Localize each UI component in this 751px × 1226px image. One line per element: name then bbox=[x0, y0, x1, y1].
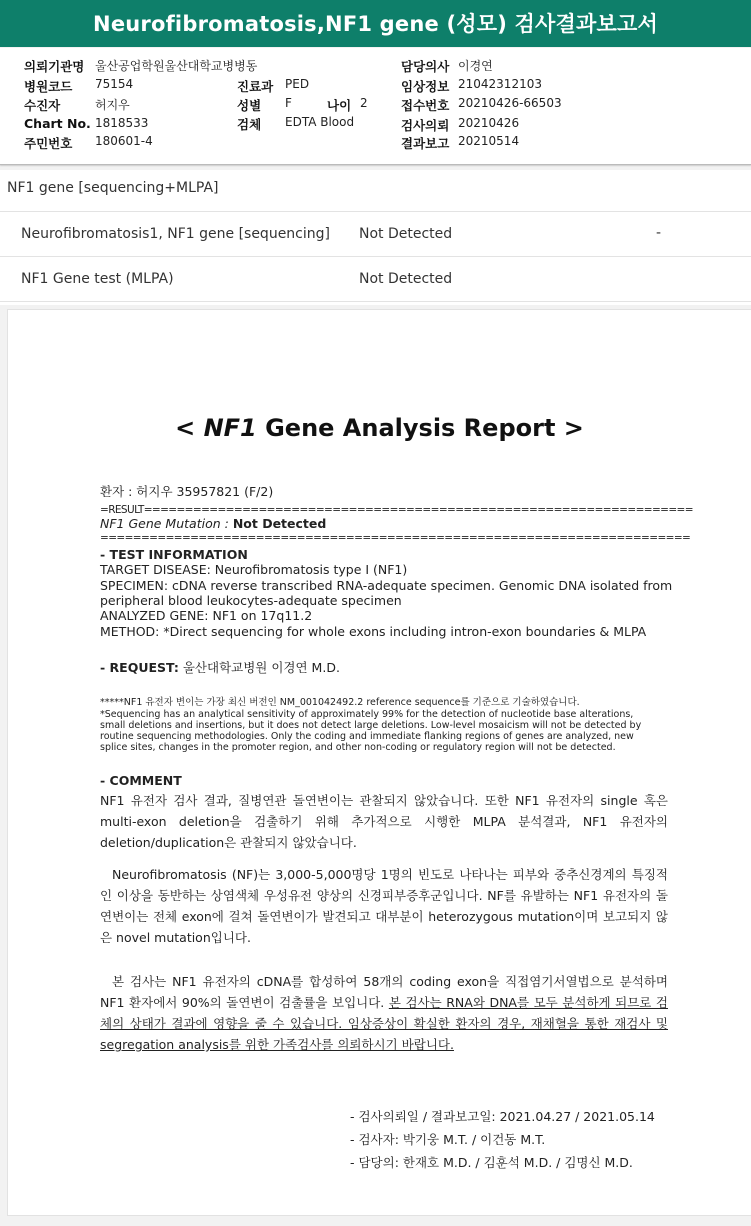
resident-no-value: 180601-4 bbox=[95, 134, 153, 148]
analyzed-gene: ANALYZED GENE: NF1 on 17q11.2 bbox=[100, 608, 313, 623]
resident-no-label: 주민번호 bbox=[24, 136, 73, 151]
hospital-code-value: 75154 bbox=[95, 77, 134, 91]
target-disease: TARGET DISEASE: Neurofibromatosis type I (NF1) bbox=[100, 562, 408, 577]
receipt-no-value: 20210426-66503 bbox=[458, 96, 562, 110]
note-line: *Sequencing has an analytical sensitivity of approximately 99% for the detection of nucleotide base alterations, bbox=[100, 709, 634, 720]
comment-paragraph-2: Neurofibromatosis (NF)는 3,000-5,000명당 1명의 빈도로 나타나는 피부와 중추신경계의 특징적인 이상을 동반하는 상염색체 우성유전 양상의 신경피부증후군입니다. NF를 유발하는 NF1 유전자의 돌연변이는 전체 exon에 걸쳐 돌연변이가 발견되고 대부분이 heterozygous mutation이며 보고되지 않은 novel mutation입니다. bbox=[100, 867, 668, 945]
sex-value: F bbox=[285, 96, 292, 110]
note-line: splice sites, changes in the promoter region, and other non-coding or regulatory region will not be detected. bbox=[100, 742, 616, 753]
report-header bbox=[0, 0, 751, 47]
age-label: 나이 bbox=[327, 98, 352, 113]
institution-value: 울산공업학원울산대학교병병동 bbox=[95, 59, 258, 73]
report-date-value: 20210514 bbox=[458, 134, 520, 148]
comment-p3-underlined: 본 검사는 RNA와 DNA를 모두 분석하게 되므로 검체의 상태가 결과에 영향을 줄 수 있습니다. 임상증상이 확실한 환자의 경우, 재채혈을 통한 재검사 및 segregation analysis를 위한 가족검사를 의뢰하시기 바랍니다. bbox=[100, 995, 668, 1052]
method: METHOD: *Direct sequencing for whole exons including intron-exon boundaries & MLPA bbox=[100, 624, 647, 639]
test-result: Not Detected bbox=[359, 271, 453, 287]
specimen-value: EDTA Blood bbox=[285, 115, 355, 129]
test-name: NF1 Gene test (MLPA) bbox=[21, 271, 174, 287]
patient-info-panel bbox=[0, 48, 751, 165]
age-value: 2 bbox=[360, 96, 368, 110]
test-group-row[interactable] bbox=[0, 170, 751, 212]
receipt-no-label: 접수번호 bbox=[401, 98, 450, 113]
result-separator: =RESULT=================================================================== bbox=[100, 504, 693, 516]
note-line: small deletions and insertions, but it does not detect large deletions. Low-level mosaicism will not be detected by bbox=[100, 720, 642, 731]
test-result: Not Detected bbox=[359, 226, 453, 242]
note-line: routine sequencing methodologies. Only the coding and immediate flanking regions of genes are analyzed, new bbox=[100, 731, 634, 742]
patient-label: 수진자 bbox=[24, 98, 61, 113]
request-date-value: 20210426 bbox=[458, 116, 520, 130]
report-title: Neurofibromatosis,NF1 gene (성모) 검사결과보고서 bbox=[93, 12, 658, 36]
request-line bbox=[100, 658, 340, 676]
mutation-prefix: NF1 Gene Mutation : bbox=[100, 516, 233, 531]
report-document bbox=[7, 309, 751, 1216]
test-row[interactable] bbox=[0, 257, 751, 302]
comment-paragraph-3 bbox=[100, 971, 668, 1055]
sex-label: 성별 bbox=[237, 98, 262, 113]
doctors-line: - 담당의: 한재호 M.D. / 김훈석 M.D. / 김명신 M.D. bbox=[350, 1155, 633, 1170]
request-value: 울산대학교병원 이경연 M.D. bbox=[182, 660, 340, 675]
specimen-label: 검체 bbox=[237, 117, 262, 132]
hospital-code-label: 병원코드 bbox=[24, 79, 73, 94]
specimen-line-2: peripheral blood leukocytes-adequate specimen bbox=[100, 593, 402, 608]
test-row[interactable] bbox=[0, 212, 751, 257]
patient-value: 허지우 bbox=[95, 98, 130, 112]
clinical-info-value: 21042312103 bbox=[458, 77, 542, 91]
test-info-heading: - TEST INFORMATION bbox=[100, 547, 248, 562]
comment-paragraph-1: NF1 유전자 검사 결과, 질병연관 돌연변이는 관찰되지 않았습니다. 또한 NF1 유전자의 single 혹은 multi-exon deletion을 검출하기 위해 추가적으로 시행한 MLPA 분석결과, NF1 유전자의 deletion/duplication은 관찰되지 않았습니다. bbox=[100, 793, 668, 850]
report-patient-line: 환자 : 허지우 35957821 (F/2) bbox=[100, 484, 274, 499]
comment-heading: - COMMENT bbox=[100, 773, 182, 788]
examiner-line: - 검사자: 박기웅 M.T. / 이건동 M.T. bbox=[350, 1132, 546, 1147]
separator: ======================================================================== bbox=[100, 532, 691, 544]
specimen-line: SPECIMEN: cDNA reverse transcribed RNA-adequate specimen. Genomic DNA isolated from bbox=[100, 578, 673, 593]
chart-no-label: Chart No. bbox=[24, 116, 91, 131]
department-label: 진료과 bbox=[237, 79, 274, 94]
mutation-line bbox=[100, 516, 326, 531]
institution-label: 의뢰기관명 bbox=[24, 59, 85, 74]
comment-p3-plain: 본 검사는 NF1 유전자의 cDNA를 합성하여 58개의 coding exon을 직접염기서열법으로 분석하며 NF1 환자에서 90%의 돌연변이 검출률을 보입니다. bbox=[100, 974, 668, 1010]
request-date-label: 검사의뢰 bbox=[401, 118, 450, 133]
physician-label: 담당의사 bbox=[401, 59, 450, 74]
test-group-name: NF1 gene [sequencing+MLPA] bbox=[7, 180, 219, 196]
physician-value: 이경연 bbox=[458, 59, 493, 73]
chart-no-value: 1818533 bbox=[95, 116, 149, 130]
department-value: PED bbox=[285, 77, 310, 91]
report-date-label: 결과보고 bbox=[401, 136, 450, 151]
test-name: Neurofibromatosis1, NF1 gene [sequencing] bbox=[21, 226, 330, 242]
mutation-value: Not Detected bbox=[232, 516, 327, 531]
request-label: - REQUEST: bbox=[100, 660, 179, 675]
note-line: *****NF1 유전자 변이는 가장 최신 버전인 NM_001042492.2 reference sequence를 기준으로 기술하였습니다. bbox=[100, 697, 580, 708]
test-extra: - bbox=[656, 225, 662, 241]
test-results-list bbox=[0, 170, 751, 305]
clinical-info-label: 임상정보 bbox=[401, 79, 450, 94]
dates-line: - 검사의뢰일 / 결과보고일: 2021.04.27 / 2021.05.14 bbox=[350, 1109, 655, 1124]
report-doc-title: < NF1 Gene Analysis Report > bbox=[175, 414, 584, 442]
